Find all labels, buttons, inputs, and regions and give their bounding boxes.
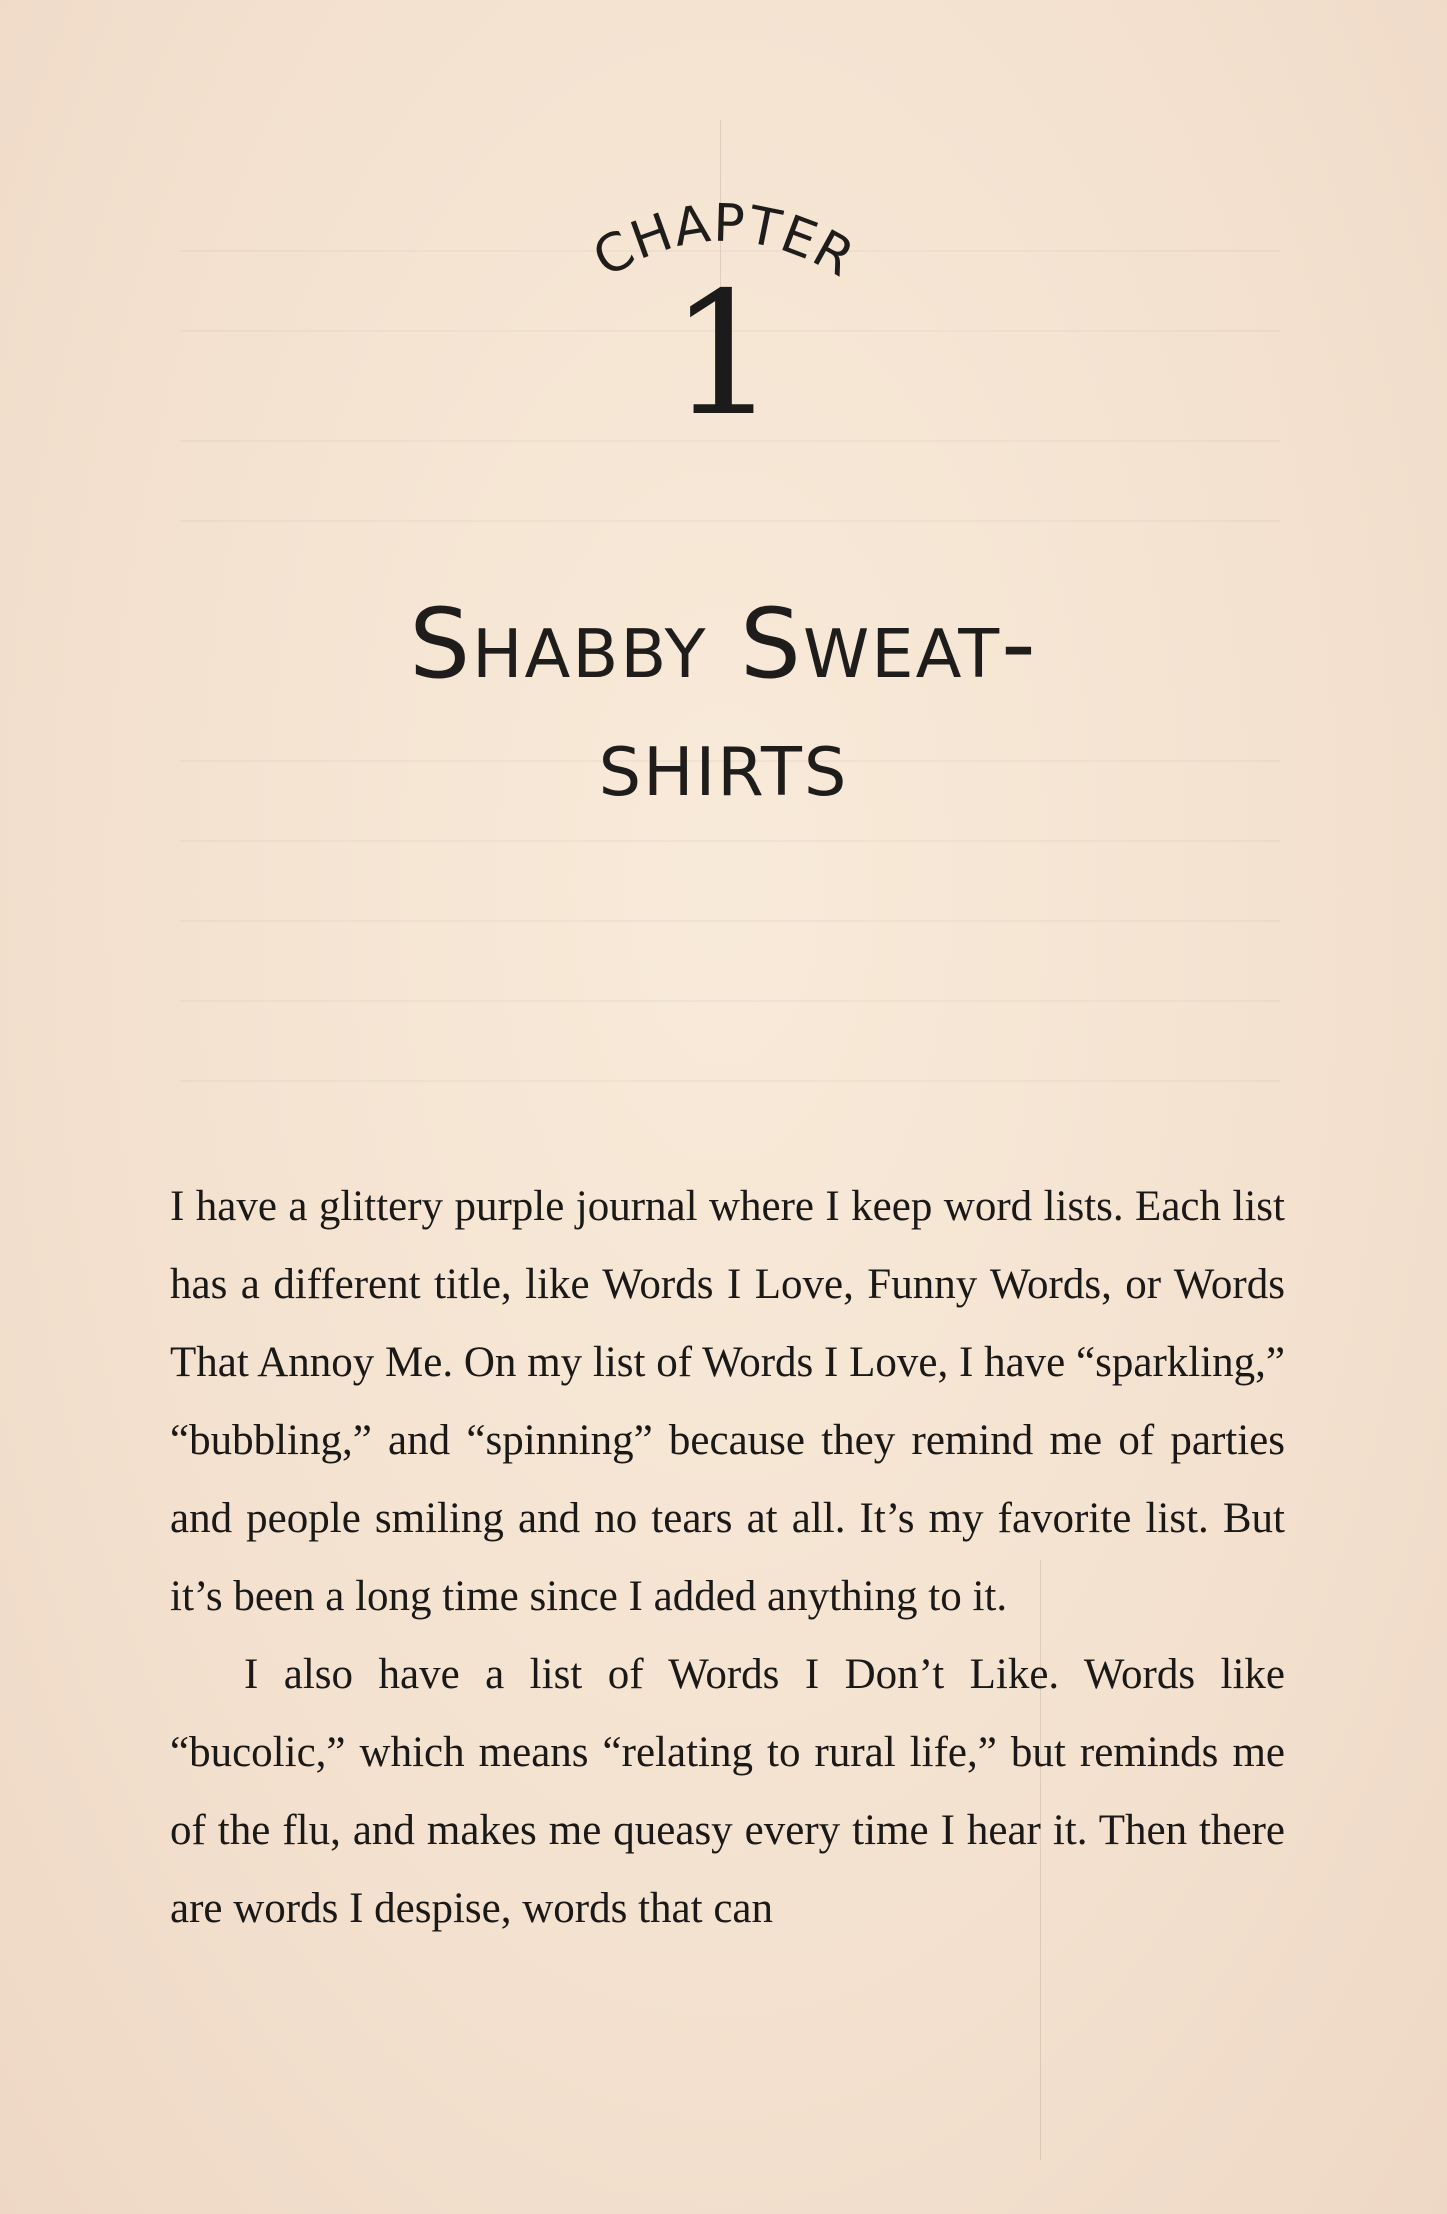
chapter-title (0, 585, 1447, 821)
paragraph-2: I also have a list of Words I Don’t Like. Words like “bucolic,” which means “relating to rural life,” but reminds me of the flu, and makes me queasy every time I hear it. Then there are words I despise, words that can (170, 1651, 1285, 1932)
body-text (170, 1168, 1285, 1948)
chapter-label-text: CHAPTER (583, 193, 864, 290)
chapter-title-line2: shirts (598, 706, 849, 818)
chapter-title-line1: Shabby Sweat- (409, 588, 1038, 700)
paragraph-1: I have a glittery purple journal where I keep word lists. Each list has a different title, like Words I Love, Funny Words, or Words That Annoy Me. On my list of Words I Love, I have “sparkling,” “bubbling,” and “spinning” because they remind me of parties and people smiling and no tears at all. It’s my favorite list. But it’s been a long time since I added anything to it. (170, 1183, 1285, 1620)
chapter-number: 1 (669, 256, 778, 454)
